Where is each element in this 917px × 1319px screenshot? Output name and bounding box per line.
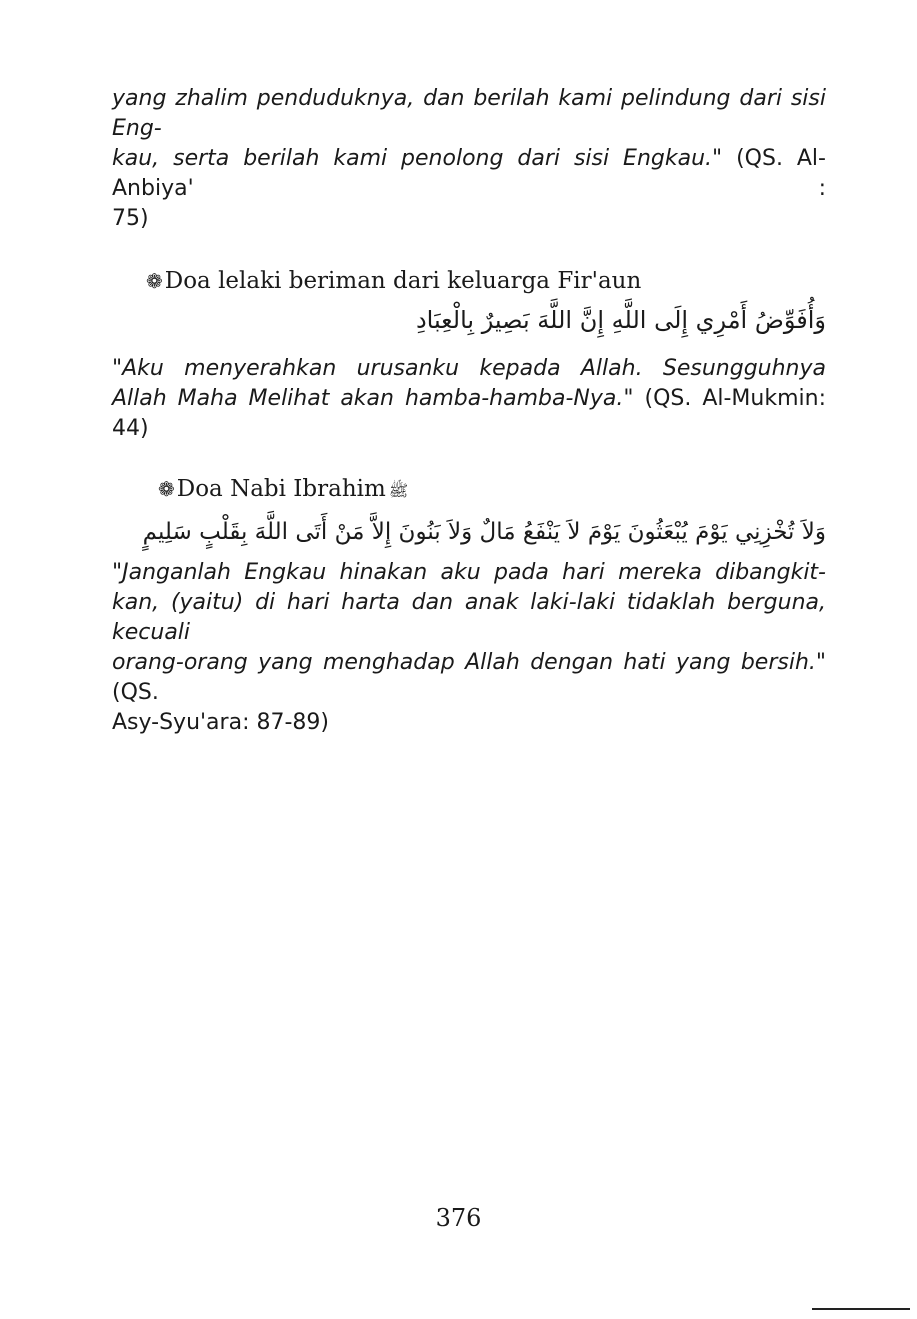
translation-text: kau, serta berilah kami penolong dari sisi Engkau.": [112, 146, 723, 171]
arabic-text: وَأُفَوِّضُ أَمْرِي إِلَى اللَّهِ إِنَّ اللَّهَ بَصِيرٌ بِالْعِبَادِ: [415, 306, 826, 334]
text-line: [112, 144, 826, 204]
text-line: [112, 204, 826, 234]
quran-reference: (QS.: [112, 680, 159, 705]
quran-reference: (QS. Al-Anbiya' :: [112, 146, 826, 201]
quran-reference: Asy-Syu'ara: 87-89): [112, 710, 329, 735]
translation-text: "Aku menyerahkan urusanku kepada Allah. Sesungguhnya: [112, 356, 826, 381]
translation-text: kan, (yaitu) di hari harta dan anak laki-laki tidaklah berguna, kecuali: [112, 590, 826, 645]
text-line: [112, 384, 826, 444]
prayer-section: [112, 474, 826, 506]
arabic-text: وَلاَ تُخْزِنِي يَوْمَ يُبْعَثُونَ يَوْمَ لاَ يَنْفَعُ مَالٌ وَلاَ بَنُونَ إِلاَّ مَنْ أَتَى اللَّهَ بِقَلْبٍ سَلِيمٍ: [142, 519, 826, 545]
heading-text: Doa Nabi Ibrahim: [176, 476, 386, 502]
page-content: [112, 84, 826, 738]
flower-ornament-icon: ❁: [158, 477, 175, 501]
translation-text: orang-orang yang menghadap Allah dengan hati yang bersih.": [112, 650, 826, 675]
translation-block: [112, 558, 826, 738]
translation-block: [112, 354, 826, 444]
text-line: [112, 354, 826, 384]
heading-text: Doa lelaki beriman dari keluarga Fir'aun: [164, 268, 642, 294]
translation-text: "Janganlah Engkau hinakan aku pada hari mereka dibangkit-: [112, 560, 826, 585]
quran-reference: 75): [112, 206, 149, 231]
text-line: [112, 708, 826, 738]
footer-rule: [812, 1308, 910, 1310]
text-line: [112, 588, 826, 648]
prayer-heading: [146, 266, 826, 296]
page-number: 376: [435, 1204, 482, 1232]
flower-ornament-icon: ❁: [146, 269, 163, 293]
translation-text: yang zhalim penduduknya, dan berilah kami pelindung dari sisi Eng-: [112, 86, 826, 141]
prayer-heading: [158, 474, 826, 506]
honorific-icon: ﷺ: [388, 481, 409, 500]
quran-reference: (QS. Al-Mukmin: 44): [112, 386, 826, 441]
section-continuation: [112, 84, 826, 234]
text-line: [112, 648, 826, 708]
text-line: [112, 84, 826, 144]
prayer-section: [112, 266, 826, 296]
text-line: [112, 558, 826, 588]
translation-text: Allah Maha Melihat akan hamba-hamba-Nya.": [112, 386, 634, 411]
